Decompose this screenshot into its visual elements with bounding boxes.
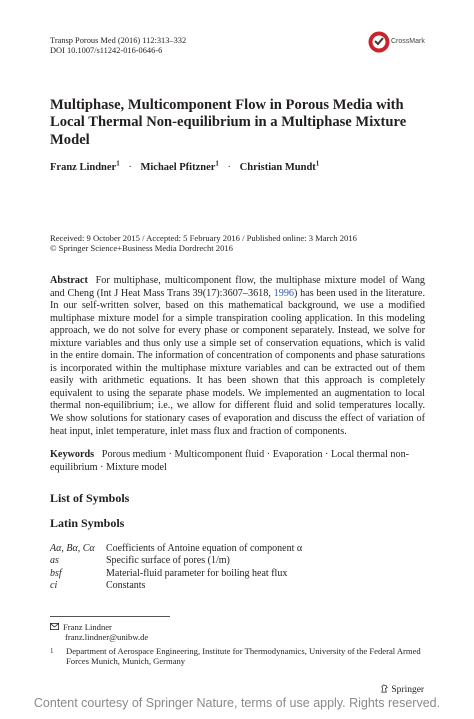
keywords-text: Porous medium · Multicomponent fluid · Evaporation · Local thermal non-equilibrium · Mixture model (50, 449, 410, 473)
author-affil-mark: 1 (315, 159, 320, 168)
symbol-description: Material-fluid parameter for boiling heat flux (106, 567, 288, 579)
symbol-row (50, 555, 302, 567)
abstract (50, 275, 425, 438)
publisher-name: Springer (391, 685, 425, 695)
affiliation-text: Department of Aerospace Engineering, Institute for Thermodynamics, University of the Federal Armed Forces Munich, Munich, Germany (66, 646, 421, 667)
publication-history (50, 233, 440, 254)
contact-name: Franz Lindner (63, 622, 112, 632)
author-affil-mark: 1 (215, 159, 219, 168)
symbol-row (50, 580, 302, 592)
symbol-cell: Aα, Bα, Cα (50, 543, 95, 554)
author-separator: · (128, 162, 132, 173)
crossmark-icon (368, 31, 390, 53)
latin-symbols-heading: Latin Symbols (50, 516, 125, 530)
contact-email[interactable]: franz.lindner@unibw.de (65, 632, 149, 643)
list-of-symbols-heading: List of Symbols (50, 491, 130, 505)
reference-link[interactable]: 1996 (273, 287, 295, 299)
doi-line[interactable]: DOI 10.1007/s11242-016-0646-6 (50, 46, 163, 55)
received-dates: Received: 9 October 2015 / Accepted: 5 February 2016 / Published online: 3 March 2016 (50, 233, 357, 243)
footnote-divider (50, 616, 170, 617)
symbol-description: Constants (106, 579, 146, 591)
keywords-label: Keywords (50, 449, 95, 460)
abstract-text-1: For multiphase, multicomponent flow, the multiphase mixture model of Wang and Cheng (Int J Heat Mass Trans 39(17):3607–3618, (50, 275, 426, 299)
copyright-line: © Springer Science+Business Media Dordrecht 2016 (50, 243, 233, 254)
copyright-banner: Content courtesy of Springer Nature, terms of use apply. Rights reserved. (33, 696, 441, 710)
crossmark-label: CrossMark (391, 38, 425, 45)
author-name[interactable]: Christian Mundt (239, 162, 316, 173)
keywords (50, 449, 425, 475)
journal-citation (50, 36, 186, 56)
affiliation (50, 646, 430, 667)
symbol-description: Specific surface of pores (1/m) (106, 555, 230, 567)
symbol-row (50, 568, 302, 580)
symbol-cell: as (50, 555, 59, 567)
abstract-text-2: ) has been used in the literature. In our self-written solver, based on this mathematical background, we use a modified multiphase mixture model for a simple transpiration cooling application. In this modeling approach, we do not solve for every phase or component separately. Instead, we solve for mixture variables and thus only use a simple set of conservation equations, which is valid in the entire domain. The information of concentration of components and phase saturations is incorporated within the multiphase mixture variables and can be extracted out of them easily with arithmetic equations. It has been shown that this approach is completely equivalent to using the separate phase models. We implemented an augmentation to local thermal non-equilibrium; i.e., we allow for different fluid and solid temperatures locally. We show solutions for stationary cases of evaporation and discuss the effect of variation of heat input, inlet temperature, inlet mass flux and fraction of components. (50, 287, 425, 437)
symbol-row (50, 543, 302, 555)
publisher-logo (380, 684, 424, 695)
journal-line: Transp Porous Med (2016) 112:313–332 (50, 36, 187, 45)
author-affil-mark: 1 (116, 159, 120, 168)
envelope-icon (50, 623, 59, 630)
author-name[interactable]: Michael Pfitzner (140, 162, 216, 173)
author-list (50, 159, 320, 173)
symbol-cell: ci (50, 579, 58, 591)
crossmark-badge[interactable] (368, 30, 426, 56)
symbol-cell: bsf (50, 567, 62, 579)
affiliation-number: 1 (50, 647, 54, 655)
symbol-description: Coefficients of Antoine equation of component α (106, 543, 303, 554)
abstract-label: Abstract (50, 275, 88, 286)
paper-title: Multiphase, Multicomponent Flow in Porous Media with Local Thermal Non-equilibrium in a Multiphase Mixture Model (50, 97, 407, 148)
author-name[interactable]: Franz Lindner (50, 162, 117, 173)
springer-horse-icon (380, 684, 389, 693)
corresponding-author (50, 622, 148, 642)
symbols-table (50, 543, 302, 592)
author-separator: · (227, 162, 232, 173)
